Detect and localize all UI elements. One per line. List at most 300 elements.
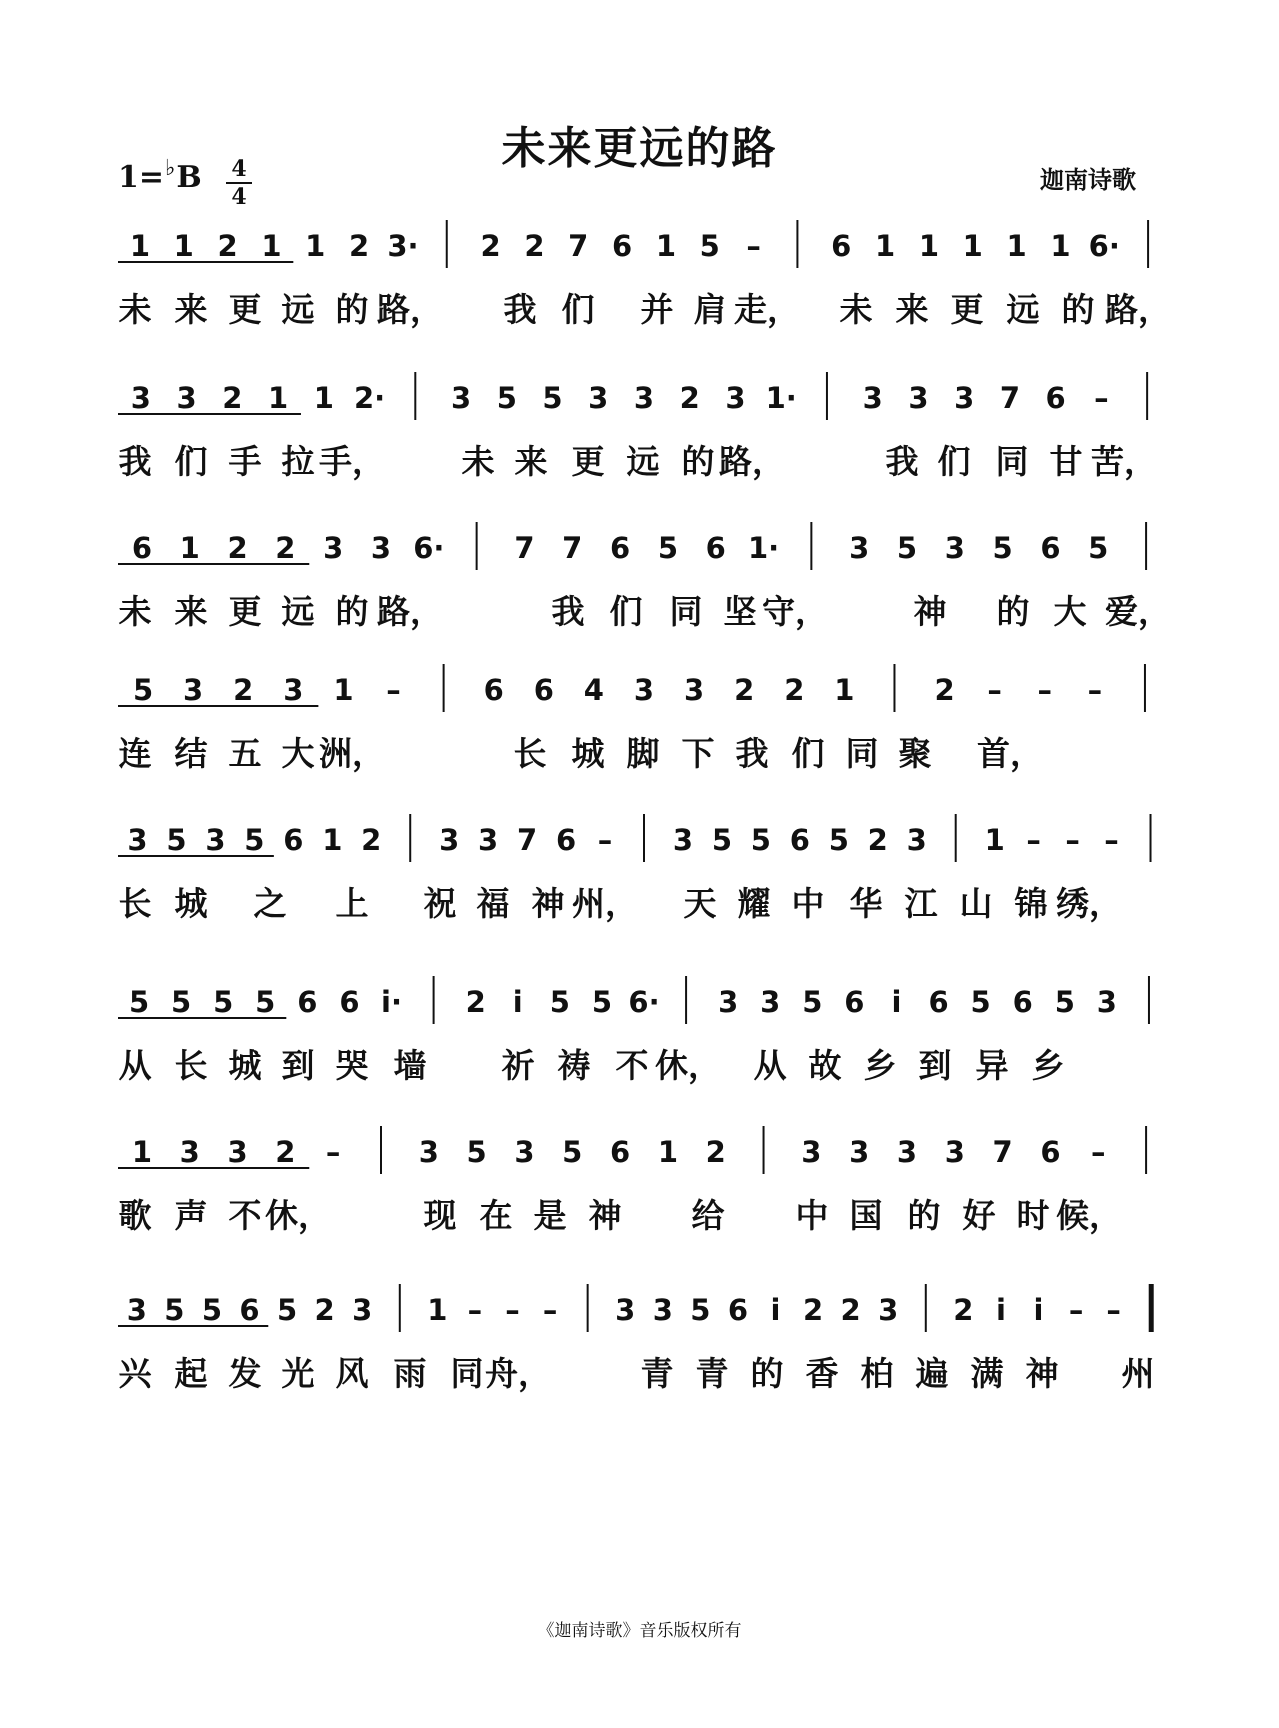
score-system-1: [0, 218, 1279, 348]
lyric-char: 在: [479, 1196, 513, 1235]
lyric-char: 青: [640, 1354, 674, 1393]
note: i: [1033, 1293, 1044, 1327]
lyric-char: 结: [174, 734, 208, 773]
dash-note: –: [386, 673, 401, 707]
note: 3: [725, 381, 746, 415]
lyric-char: 更: [228, 290, 262, 329]
score-system-4: [0, 662, 1279, 792]
lyric-char: 路，: [719, 442, 785, 481]
note: 6: [239, 1293, 260, 1327]
note: 2: [953, 1293, 974, 1327]
note: 2·: [353, 381, 386, 415]
note: 6: [297, 985, 318, 1019]
note: 7: [568, 229, 589, 263]
note: 7: [514, 531, 535, 565]
lyric-char: 们: [561, 290, 595, 329]
note: 5: [201, 1293, 223, 1327]
lyric-char: 青: [695, 1354, 729, 1393]
dash-note: –: [1026, 823, 1041, 857]
note: 2: [275, 1135, 296, 1169]
note: 3: [862, 381, 883, 415]
lyric-char: 守，: [762, 592, 828, 631]
dash-note: –: [1104, 823, 1119, 857]
note: 6: [928, 985, 949, 1019]
score-system-7: [0, 1124, 1279, 1254]
lyric-char: 脚: [626, 734, 660, 773]
key-signature: [118, 155, 202, 195]
lyric-char: 发: [228, 1354, 262, 1393]
lyric-char: 大: [281, 734, 315, 773]
note: 2: [802, 1293, 824, 1327]
lyric-char: 聚: [898, 734, 932, 773]
lyric-char: 遍: [915, 1354, 949, 1393]
lyric-char: 城: [228, 1046, 262, 1085]
note: 5: [690, 1293, 711, 1327]
lyrics-line: [0, 1040, 1279, 1085]
note: 6: [1012, 985, 1033, 1019]
note: 2: [465, 985, 486, 1019]
note: 1: [657, 1135, 679, 1169]
lyric-char: 给: [691, 1196, 725, 1235]
lyric-char: 五: [228, 734, 262, 773]
lyric-char: 绣，: [1056, 884, 1122, 923]
note: 6: [483, 673, 504, 707]
note: 5: [896, 531, 918, 565]
note: 6: [609, 531, 631, 565]
lyric-char: 风: [335, 1354, 369, 1393]
lyric-char: 来: [174, 290, 208, 329]
note: 1: [305, 229, 326, 263]
note: 1: [131, 1135, 153, 1169]
note: 3: [878, 1293, 899, 1327]
note: i: [512, 985, 523, 1019]
lyrics-line: [0, 436, 1279, 481]
note: 1·: [765, 381, 797, 415]
lyric-char: 更: [950, 290, 984, 329]
note: 5: [166, 823, 187, 857]
dash-note: –: [542, 1293, 558, 1327]
lyric-char: 满: [970, 1354, 1004, 1393]
lyric-char: 们: [791, 734, 825, 773]
note: 5: [1054, 985, 1075, 1019]
note: 6: [705, 531, 726, 565]
lyric-char: 坚: [723, 592, 757, 631]
lyric-char: 路，: [1105, 290, 1171, 329]
lyric-char: 不: [228, 1196, 262, 1235]
lyric-char: 远: [281, 290, 315, 329]
lyric-char: 声: [174, 1196, 208, 1235]
lyric-char: 肩: [693, 290, 727, 329]
note: 6: [555, 823, 577, 857]
lyric-char: 异: [975, 1046, 1009, 1085]
copyright-footer: 《迦南诗歌》音乐版权所有: [537, 1621, 742, 1641]
flat-sign: ♭: [165, 155, 176, 181]
note: 1: [984, 823, 1005, 857]
lyric-char: 远: [626, 442, 660, 481]
song-title: 未来更远的路: [501, 123, 778, 174]
lyric-char: 故: [808, 1046, 842, 1085]
note: 5: [549, 985, 570, 1019]
lyric-char: 连: [118, 734, 152, 773]
lyric-char: 们: [609, 592, 643, 631]
note: 2: [233, 673, 254, 707]
score-system-3: [0, 520, 1279, 650]
dash-note: –: [1106, 1293, 1121, 1327]
note: 6: [727, 1293, 749, 1327]
lyric-char: 到: [918, 1046, 952, 1085]
note: 3: [944, 531, 965, 565]
note: 7: [999, 381, 1021, 415]
note: 1: [427, 1293, 448, 1327]
lyric-char: 并: [640, 290, 674, 329]
note: 3: [760, 985, 781, 1019]
lyric-char: 乡: [1031, 1046, 1065, 1085]
note: i·: [381, 985, 403, 1019]
note: 3: [908, 381, 929, 415]
note: 3: [450, 381, 472, 415]
lyric-char: 神: [588, 1196, 622, 1235]
lyric-char: 祷: [557, 1046, 591, 1085]
note: i: [770, 1293, 781, 1327]
lyric-char: 来: [174, 592, 208, 631]
note: 2: [314, 1293, 335, 1327]
lyric-char: 兴: [118, 1354, 152, 1393]
note: 3: [906, 823, 927, 857]
note: 5: [255, 985, 276, 1019]
lyric-char: 祝: [423, 884, 457, 923]
lyric-char: 中: [791, 884, 825, 923]
lyric-char: 更: [571, 442, 605, 481]
dash-note: –: [505, 1293, 520, 1327]
lyric-char: 手，: [319, 442, 385, 481]
lyric-char: 的: [1061, 290, 1095, 329]
lyric-char: 我: [503, 290, 537, 329]
note: 3: [478, 823, 499, 857]
lyric-char: 起: [174, 1354, 208, 1393]
lyric-char: 之: [253, 884, 287, 923]
lyric-char: 的: [335, 290, 369, 329]
dash-note: –: [467, 1293, 483, 1327]
note: 1: [333, 673, 354, 707]
lyric-char: 的: [907, 1196, 941, 1235]
note: 3: [849, 531, 870, 565]
note: 1: [313, 381, 334, 415]
lyric-char: 远: [281, 592, 315, 631]
lyric-char: 长: [118, 884, 152, 923]
time-signature: [226, 156, 252, 210]
note: 5: [496, 381, 517, 415]
lyric-char: 同: [995, 442, 1029, 481]
lyric-char: 同: [669, 592, 703, 631]
lyric-char: 柏: [860, 1354, 894, 1393]
lyric-char: 上: [335, 884, 369, 923]
note: 2: [227, 531, 248, 565]
note: 6: [131, 531, 153, 565]
lyric-char: 城: [571, 734, 605, 773]
lyric-char: 光: [281, 1354, 315, 1393]
lyric-char: 江: [904, 884, 938, 923]
note: 3·: [387, 229, 419, 263]
note: 5: [213, 985, 234, 1019]
note: 1: [267, 381, 289, 415]
note: 6·: [628, 985, 660, 1019]
note: 2: [348, 229, 370, 263]
lyric-char: 们: [937, 442, 971, 481]
lyric-char: 哭: [335, 1046, 369, 1085]
dash-note: –: [325, 1135, 341, 1169]
lyrics-line: [0, 1190, 1279, 1235]
lyric-char: 大: [1053, 592, 1087, 631]
lyric-char: 城: [174, 884, 208, 923]
lyrics-line: [0, 586, 1279, 631]
lyric-char: 路，: [377, 592, 443, 631]
note: 5: [591, 985, 613, 1019]
lyric-char: 歌: [118, 1196, 152, 1235]
key-prefix: 1=: [118, 160, 165, 195]
note: 3: [352, 1293, 373, 1327]
lyric-char: 洲，: [319, 734, 385, 773]
score-system-2: [0, 370, 1279, 500]
note: 1: [1050, 229, 1071, 263]
lyric-char: 手: [228, 442, 262, 481]
note: 1: [1006, 229, 1027, 263]
dash-note: –: [1091, 1135, 1106, 1169]
lyric-char: 国: [849, 1196, 883, 1235]
note: 2: [679, 381, 700, 415]
dash-note: –: [1037, 673, 1053, 707]
key-note: B: [176, 160, 202, 195]
note: 6·: [1088, 229, 1120, 263]
time-bottom: 4: [226, 182, 252, 210]
note: 5: [164, 1293, 185, 1327]
lyric-char: 更: [228, 592, 262, 631]
note: 5: [657, 531, 679, 565]
lyric-char: 来: [514, 442, 548, 481]
lyric-char: 我: [735, 734, 769, 773]
note: 1·: [747, 531, 780, 565]
note: 6: [1040, 1135, 1061, 1169]
note: 6: [831, 229, 852, 263]
note: 3: [588, 381, 609, 415]
lyric-char: 舟，: [485, 1354, 551, 1393]
score-system-6: [0, 974, 1279, 1104]
lyric-char: 的: [996, 592, 1030, 631]
note: 5: [699, 229, 720, 263]
note: 3: [130, 381, 151, 415]
time-top: 4: [231, 156, 247, 182]
lyric-char: 神: [913, 592, 947, 631]
note: 2: [784, 673, 805, 707]
note: 3: [323, 531, 344, 565]
note: 3: [718, 985, 739, 1019]
note: 5: [128, 985, 150, 1019]
lyric-char: 我: [551, 592, 585, 631]
note: 5: [970, 985, 991, 1019]
lyric-char: 拉: [281, 442, 315, 481]
note: 2: [934, 673, 955, 707]
note: 5: [276, 1293, 298, 1327]
note: 5: [711, 823, 733, 857]
note: 2: [867, 823, 888, 857]
note: 3: [684, 673, 705, 707]
lyric-char: 我: [885, 442, 919, 481]
note: 2: [361, 823, 382, 857]
lyric-char: 乡: [863, 1046, 897, 1085]
lyric-char: 好: [962, 1196, 996, 1235]
author-credit: 迦南诗歌: [1040, 166, 1136, 194]
lyric-char: 未: [839, 290, 873, 329]
lyric-char: 们: [174, 442, 208, 481]
note: 2: [840, 1293, 861, 1327]
note: 2: [705, 1135, 726, 1169]
note: 3: [176, 381, 197, 415]
note: 6: [611, 229, 633, 263]
note: i: [995, 1293, 1006, 1327]
dash-note: –: [1065, 823, 1080, 857]
lyric-char: 的: [750, 1354, 784, 1393]
lyric-char: 中: [795, 1196, 829, 1235]
note: i: [891, 985, 902, 1019]
dash-note: –: [1087, 673, 1103, 707]
note: 4: [583, 673, 604, 707]
lyrics-line: [0, 284, 1279, 329]
score-system-8: [0, 1282, 1279, 1412]
note: 1: [874, 229, 896, 263]
note: 3: [633, 673, 655, 707]
note: 3: [418, 1135, 439, 1169]
note: 3: [283, 673, 304, 707]
note: 6: [789, 823, 810, 857]
lyric-char: 同: [450, 1354, 484, 1393]
note: 3: [896, 1135, 918, 1169]
note: 5: [828, 823, 849, 857]
note: 1: [261, 229, 282, 263]
note: 3: [954, 381, 975, 415]
note: 3: [944, 1135, 965, 1169]
note: 3: [672, 823, 694, 857]
dash-note: –: [1068, 1293, 1084, 1327]
lyric-char: 下: [681, 734, 715, 773]
lyric-char: 远: [1006, 290, 1040, 329]
lyric-char: 未: [118, 592, 152, 631]
lyric-char: 到: [281, 1046, 315, 1085]
lyric-char: 墙: [393, 1046, 427, 1085]
lyric-char: 香: [805, 1354, 839, 1393]
note: 2: [275, 531, 296, 565]
note: 2: [734, 673, 755, 707]
lyric-char: 同: [845, 734, 879, 773]
note: 5: [132, 673, 154, 707]
note: 5: [466, 1135, 487, 1169]
note: 7: [992, 1135, 1013, 1169]
note: 1: [655, 229, 677, 263]
lyric-char: 来: [895, 290, 929, 329]
note: 2: [217, 229, 238, 263]
lyric-char: 长: [174, 1046, 208, 1085]
note: 6: [339, 985, 360, 1019]
note: 3: [849, 1135, 870, 1169]
lyric-char: 的: [681, 442, 715, 481]
note: 3: [179, 1135, 200, 1169]
score-system-5: [0, 812, 1279, 942]
note: 5: [562, 1135, 583, 1169]
note: 6: [1045, 381, 1066, 415]
lyric-char: 从: [118, 1046, 152, 1085]
note: 1: [129, 229, 151, 263]
dash-note: –: [597, 823, 613, 857]
note: 3: [227, 1135, 248, 1169]
note: 3: [127, 823, 148, 857]
lyric-char: 天: [683, 884, 717, 923]
note: 6: [533, 673, 554, 707]
note: 3: [652, 1293, 673, 1327]
note: 1: [918, 229, 940, 263]
lyric-char: 州，: [572, 884, 638, 923]
lyric-char: 苦，: [1091, 442, 1157, 481]
lyric-char: 不: [615, 1046, 649, 1085]
note: 5: [1088, 531, 1109, 565]
note: 3: [183, 673, 204, 707]
lyric-char: 耀: [737, 884, 771, 923]
note: 7: [562, 531, 583, 565]
dash-note: –: [746, 229, 761, 263]
note: 3: [439, 823, 460, 857]
note: 6: [844, 985, 865, 1019]
note: 1: [962, 229, 983, 263]
note: 3: [615, 1293, 636, 1327]
lyric-char: 雨: [393, 1354, 427, 1393]
lyric-char: 从: [753, 1046, 787, 1085]
note: 6: [283, 823, 304, 857]
lyric-char: 长: [513, 734, 547, 773]
lyric-char: 神: [1025, 1354, 1059, 1393]
note: 6: [609, 1135, 631, 1169]
lyric-char: 华: [849, 884, 883, 923]
note: 3: [633, 381, 655, 415]
note: 3: [514, 1135, 535, 1169]
lyrics-line: [0, 728, 1279, 773]
note: 2: [222, 381, 243, 415]
lyric-char: 休，: [655, 1046, 721, 1085]
note: 5: [542, 381, 563, 415]
note: 7: [517, 823, 538, 857]
note: 6·: [413, 531, 445, 565]
note: 5: [992, 531, 1013, 565]
lyric-char: 锦: [1014, 884, 1048, 923]
note: 1: [173, 229, 194, 263]
note: 6: [1040, 531, 1061, 565]
lyrics-line: [0, 878, 1279, 923]
note: 3: [1096, 985, 1117, 1019]
lyric-char: 山: [959, 884, 993, 923]
lyric-char: 未: [118, 290, 152, 329]
lyric-char: 我: [118, 442, 152, 481]
note: 3: [205, 823, 226, 857]
lyric-char: 州: [1121, 1354, 1155, 1393]
lyric-char: 时: [1016, 1196, 1050, 1235]
lyric-char: 福: [476, 884, 510, 923]
lyric-char: 现: [423, 1196, 457, 1235]
note: 3: [801, 1135, 822, 1169]
lyric-char: 祈: [501, 1046, 535, 1085]
dash-note: –: [987, 673, 1002, 707]
lyric-char: 未: [461, 442, 495, 481]
lyric-char: 首，: [977, 734, 1043, 773]
note: 5: [244, 823, 265, 857]
lyric-char: 走，: [734, 290, 800, 329]
lyric-char: 神: [531, 884, 565, 923]
note: 3: [370, 531, 392, 565]
